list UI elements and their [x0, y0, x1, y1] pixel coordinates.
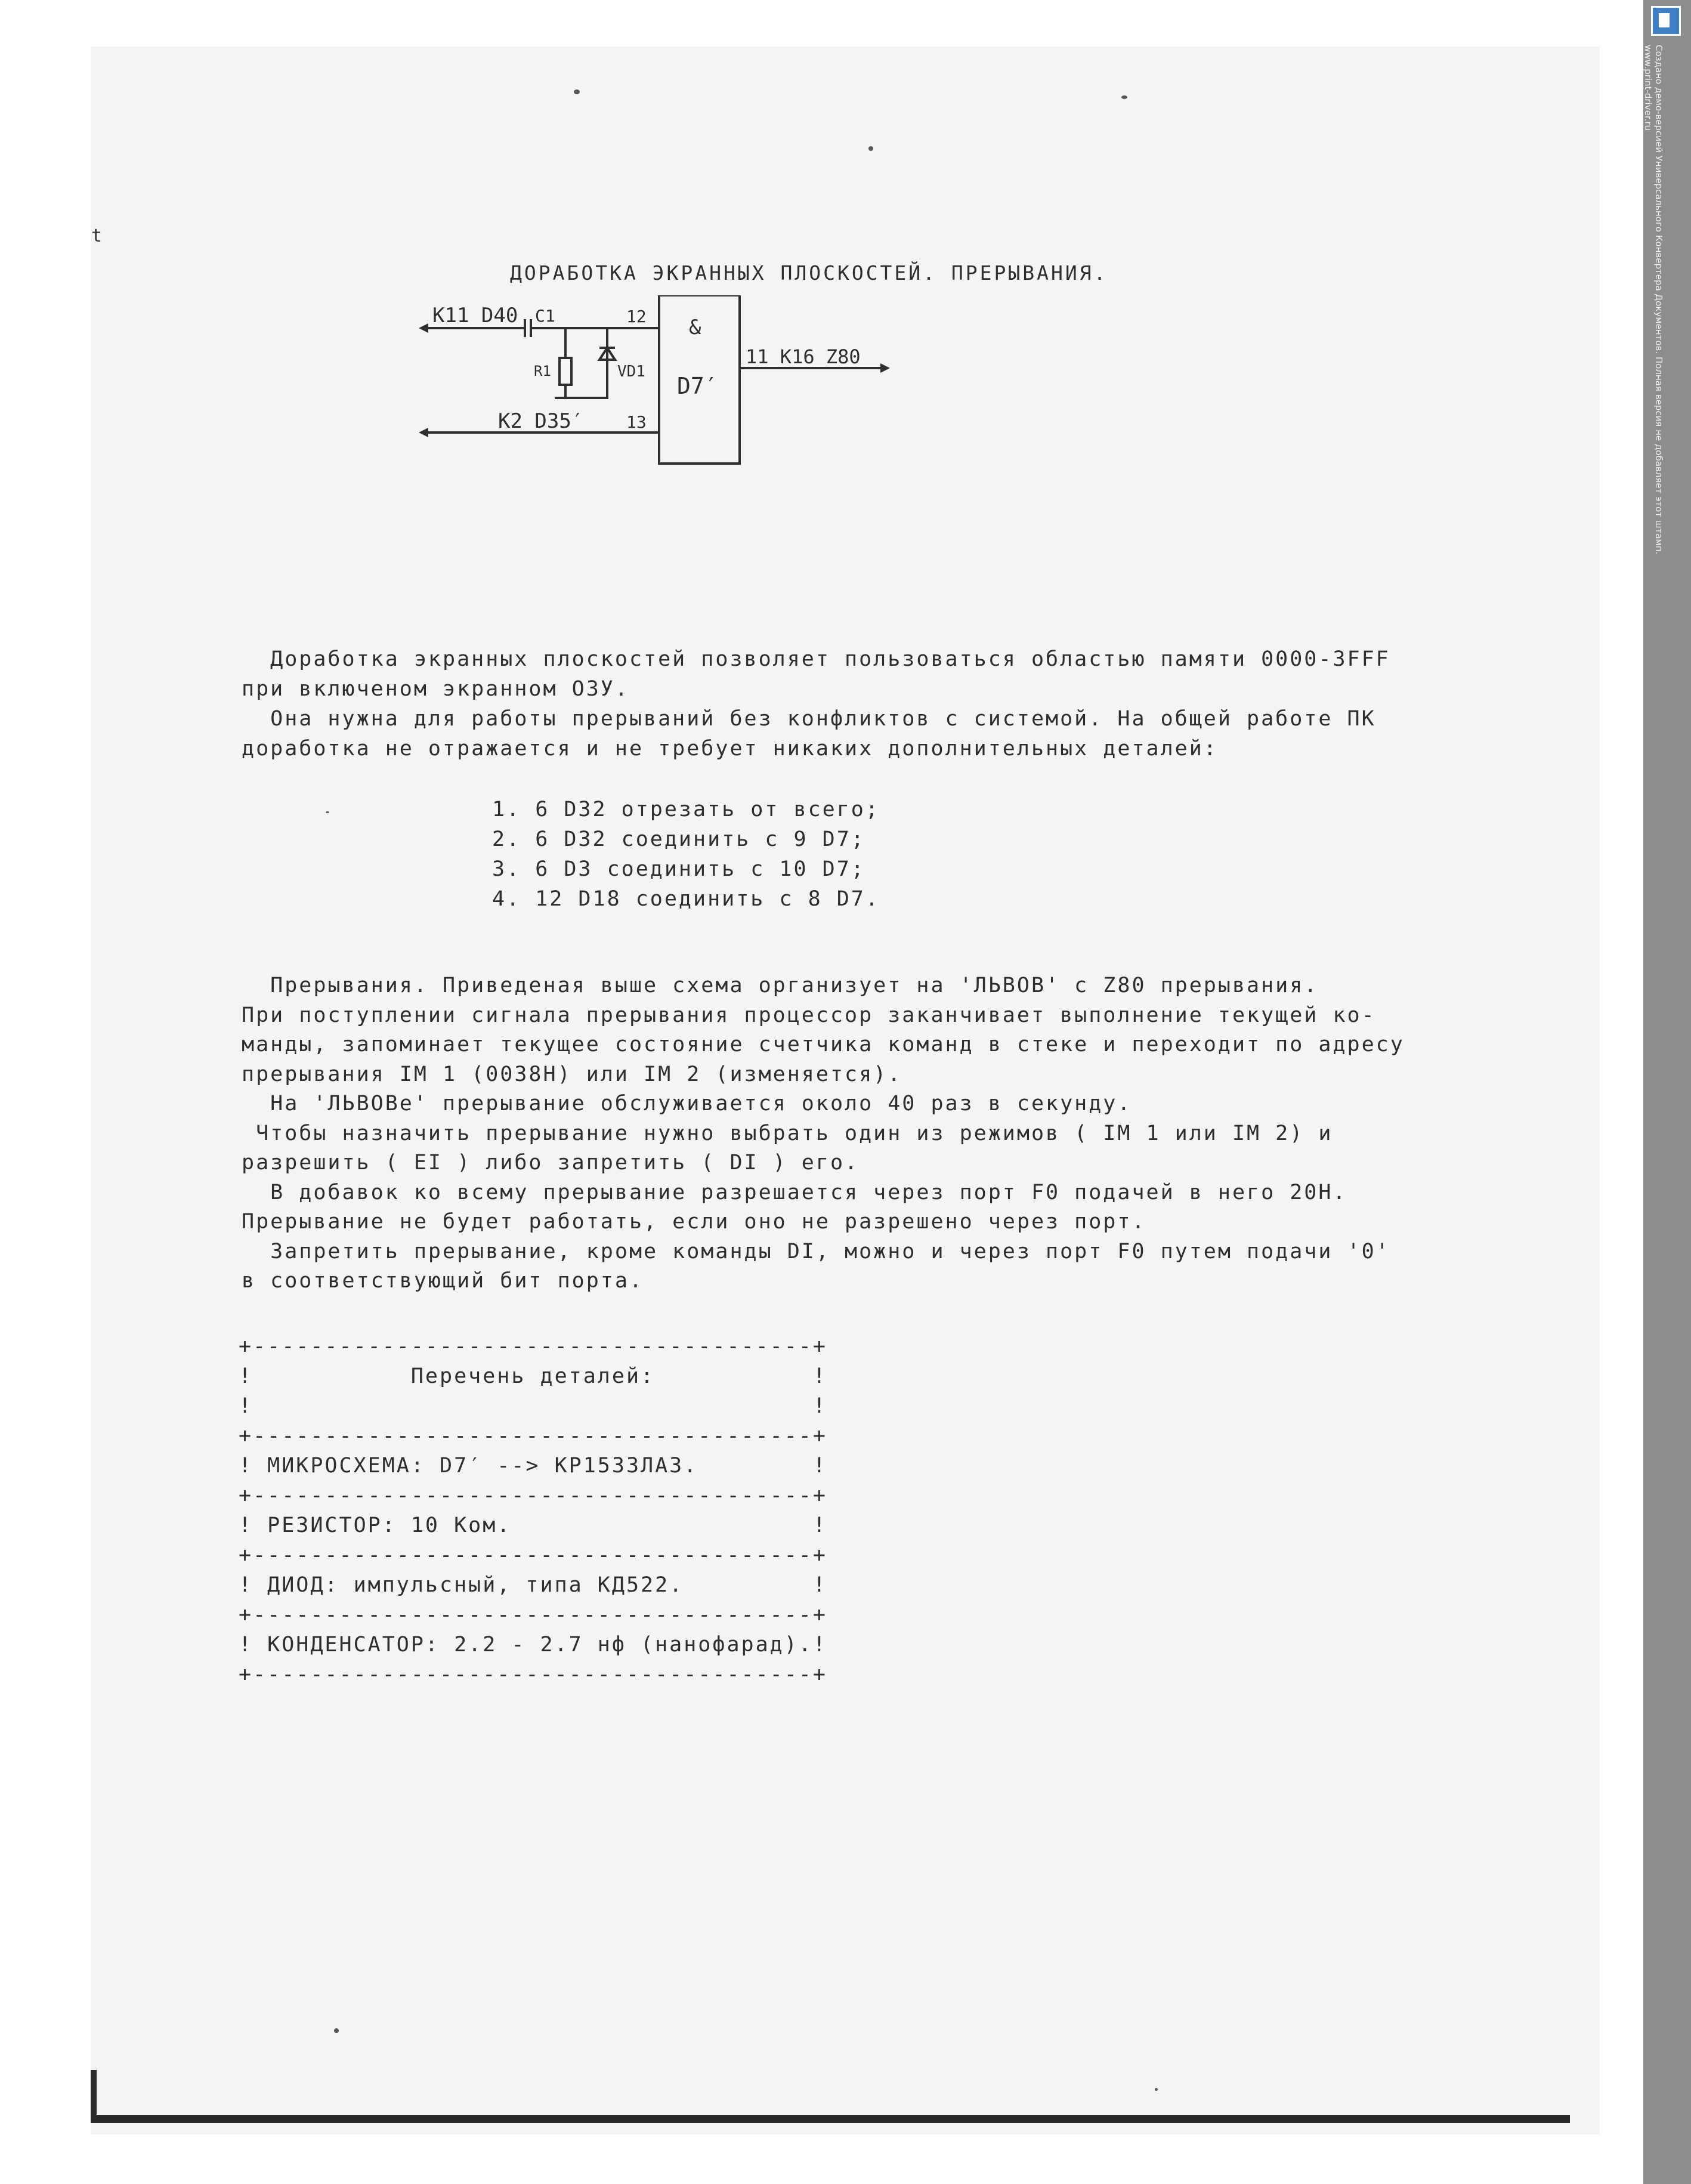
dust-speck — [574, 89, 580, 94]
interrupts-line: Запретить прерывание, кроме команды DI, можно и через порт F0 путем подачи '0' — [242, 1239, 1390, 1264]
output-arrow — [880, 363, 890, 373]
interrupts-line: При поступлении сигнала прерывания процессор заканчивает выполнение текущей ко- — [242, 1003, 1376, 1027]
gate-and-symbol: & — [689, 316, 701, 339]
parts-box-line: ! ! — [239, 1394, 827, 1418]
parts-box-border: +---------------------------------------+ — [239, 1484, 827, 1508]
pin-13-label: 13 — [626, 412, 647, 432]
step-item: 3. 6 D3 соединить с 10 D7; — [492, 857, 865, 881]
interrupts-line: манды, запоминает текущее состояние счетчика команд в стеке и переходит по адресу — [242, 1033, 1405, 1057]
dust-speck — [1121, 95, 1127, 99]
interrupts-line: прерывания IM 1 (0038H) или IM 2 (изменяется). — [242, 1062, 902, 1086]
dust-speck — [868, 146, 873, 151]
converter-watermark-banner — [1643, 0, 1691, 2184]
interrupts-line: На 'ЛЬВОВе' прерывание обслуживается около 40 раз в секунду. — [242, 1092, 1132, 1116]
input-arrow-k2 — [419, 428, 428, 437]
parts-item-capacitor: ! КОНДЕНСАТОР: 2.2 - 2.7 нф (нанофарад).! — [239, 1633, 827, 1657]
label-c1: C1 — [535, 306, 555, 326]
converter-logo-icon — [1651, 6, 1681, 36]
interrupt-circuit-schematic — [406, 295, 930, 474]
dust-speck — [1155, 2088, 1158, 2091]
parts-box-border: +---------------------------------------+ — [239, 1603, 827, 1627]
parts-item-resistor: ! РЕЗИСТОР: 10 Ком. ! — [239, 1513, 827, 1537]
parts-list-box — [239, 1332, 827, 1689]
dust-speck — [334, 2028, 339, 2033]
paper-corner-edge — [91, 2070, 97, 2123]
pin-12-label: 12 — [626, 307, 647, 326]
intro-line: при включеном экранном ОЗУ. — [242, 677, 629, 701]
label-output: 11 K16 Z80 — [746, 345, 861, 368]
interrupts-line: в соответствующий бит порта. — [242, 1269, 644, 1293]
interrupts-line: Прерывание не будет работать, если оно не разрешено через порт. — [242, 1210, 1146, 1234]
label-vd1: VD1 — [617, 363, 645, 381]
step-item: 4. 12 D18 соединить с 8 D7. — [492, 887, 880, 911]
resistor-body — [559, 358, 571, 385]
page-title: ДОРАБОТКА ЭКРАННЫХ ПЛОСКОСТЕЙ. ПРЕРЫВАНИЯ. — [510, 261, 1108, 285]
step-item: 1. 6 D32 отрезать от всего; — [492, 798, 880, 821]
interrupts-line: разрешить ( EI ) либо запретить ( DI ) его. — [242, 1151, 860, 1175]
interrupts-line: В добавок ко всему прерывание разрешается через порт F0 подачей в него 20H. — [242, 1180, 1347, 1204]
dust-speck — [326, 811, 329, 813]
step-item: 2. 6 D32 соединить с 9 D7; — [492, 827, 865, 851]
parts-item-chip: ! МИКРОСХЕМА: D7′ --> КР1533ЛА3. ! — [239, 1454, 827, 1478]
label-d7: D7′ — [677, 373, 718, 399]
interrupts-section — [242, 971, 1405, 1296]
intro-line: Она нужна для работы прерываний без конфликтов с системой. На общей работе ПК — [242, 707, 1376, 731]
label-r1: R1 — [534, 363, 551, 379]
parts-box-border: +---------------------------------------+ — [239, 1424, 827, 1448]
parts-box-heading: ! Перечень деталей: ! — [239, 1364, 827, 1388]
paper-bottom-edge — [91, 2115, 1570, 2123]
parts-box-border: +---------------------------------------+ — [239, 1335, 827, 1358]
label-k2: K2 D35′ — [498, 409, 584, 433]
label-k11: K11 D40 — [432, 304, 518, 328]
parts-box-border: +---------------------------------------+ — [239, 1663, 827, 1686]
intro-line: доработка не отражается и не требует никаких дополнительных деталей: — [242, 737, 1218, 761]
input-arrow-k11 — [419, 323, 428, 333]
modification-steps-list — [492, 795, 880, 914]
intro-line: Доработка экранных плоскостей позволяет пользоваться областью памяти 0000-3FFF — [242, 647, 1390, 671]
interrupts-line: Прерывания. Приведеная выше схема организует на 'ЛЬВОВ' с Z80 прерывания. — [242, 974, 1319, 997]
parts-item-diode: ! ДИОД: импульсный, типа КД522. ! — [239, 1573, 827, 1597]
interrupts-line: Чтобы назначить прерывание нужно выбрать один из режимов ( IM 1 или IM 2) и — [242, 1121, 1333, 1145]
parts-box-border: +---------------------------------------+ — [239, 1543, 827, 1567]
stray-mark: t — [91, 225, 103, 246]
